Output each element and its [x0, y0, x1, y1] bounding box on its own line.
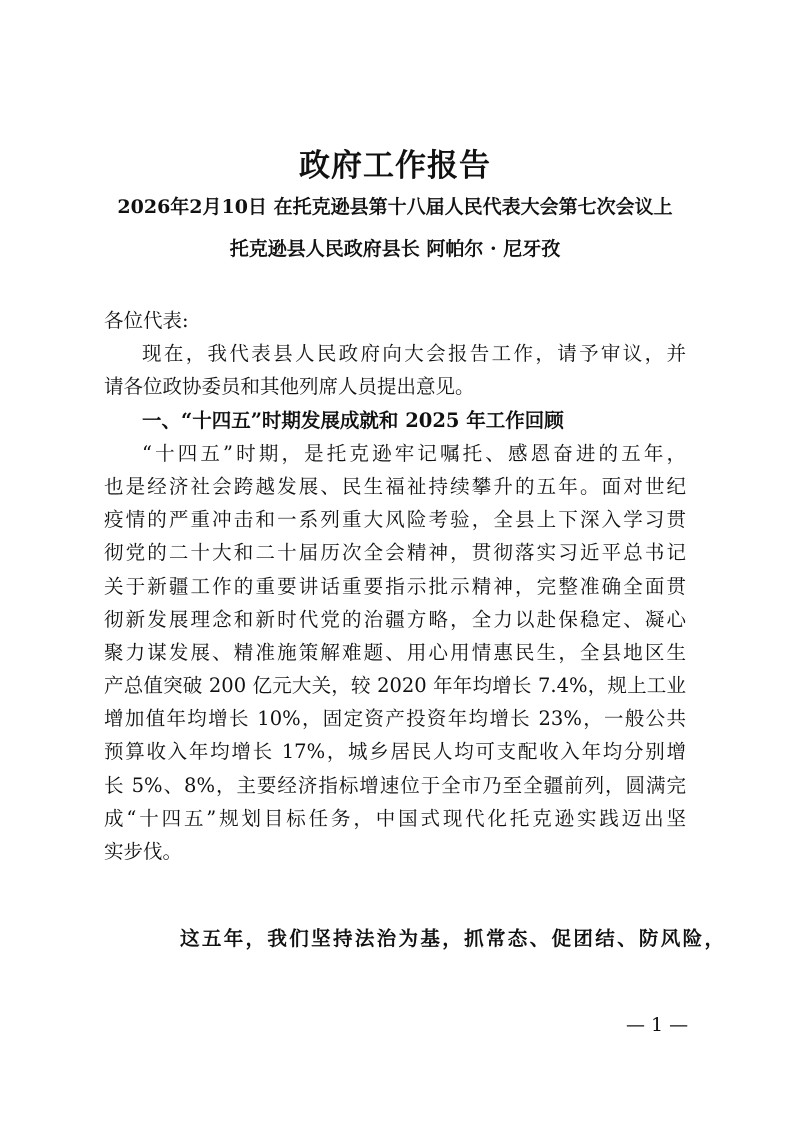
page-number: — 1 — — [626, 1014, 689, 1036]
review-line: 预算收入年均增长 17%，城乡居民人均可支配收入年均分别增 — [104, 740, 686, 764]
document-title: 政府工作报告 — [299, 148, 491, 184]
review-line: 彻党的二十大和二十届历次全会精神，贯彻落实习近平总书记 — [104, 541, 686, 565]
intro-line: 现在，我代表县人民政府向大会报告工作，请予审议，并 — [142, 342, 686, 366]
review-line: 实步伐。 — [104, 840, 183, 863]
review-line: 也是经济社会跨越发展、民生福祉持续攀升的五年。面对世纪 — [104, 474, 686, 498]
review-line: 关于新疆工作的重要讲话重要指示批示精神，完整准确全面贯 — [104, 574, 686, 598]
review-line: 产总值突破 200 亿元大关，较 2020 年年均增长 7.4%，规上工业 — [104, 674, 686, 698]
speaker-info: 托克逊县人民政府县长 阿帕尔 · 尼牙孜 — [229, 238, 561, 260]
bold-paragraph — [104, 922, 724, 955]
review-line: 增加值年均增长 10%，固定资产投资年均增长 23%，一般公共 — [104, 707, 686, 731]
report-body — [104, 304, 686, 868]
section-heading: 一、“十四五”时期发展成就和 2025 年工作回顾 — [142, 408, 564, 432]
review-line: “十四五”时期，是托克逊牢记嘱托、感恩奋进的五年， — [142, 441, 686, 465]
salutation: 各位代表: — [104, 309, 189, 332]
review-line: 成“十四五”规划目标任务，中国式现代化托克逊实践迈出坚 — [104, 806, 686, 830]
bold-paragraph-line: 这五年，我们坚持法治为基，抓常态、促团结、防风险， — [180, 927, 724, 950]
review-line: 长 5%、8%，主要经济指标增速位于全市乃至全疆前列，圆满完 — [104, 773, 686, 797]
review-line: 彻新发展理念和新时代党的治疆方略，全力以赴保稳定、凝心 — [104, 607, 686, 631]
intro-line: 请各位政协委员和其他列席人员提出意见。 — [104, 375, 475, 399]
review-line: 聚力谋发展、精准施策解难题、用心用情惠民生，全县地区生 — [104, 640, 686, 664]
meeting-info: 2026年2月10日 在托克逊县第十八届人民代表大会第七次会议上 — [117, 196, 673, 218]
review-line: 疫情的严重冲击和一系列重大风险考验，全县上下深入学习贯 — [104, 508, 686, 532]
